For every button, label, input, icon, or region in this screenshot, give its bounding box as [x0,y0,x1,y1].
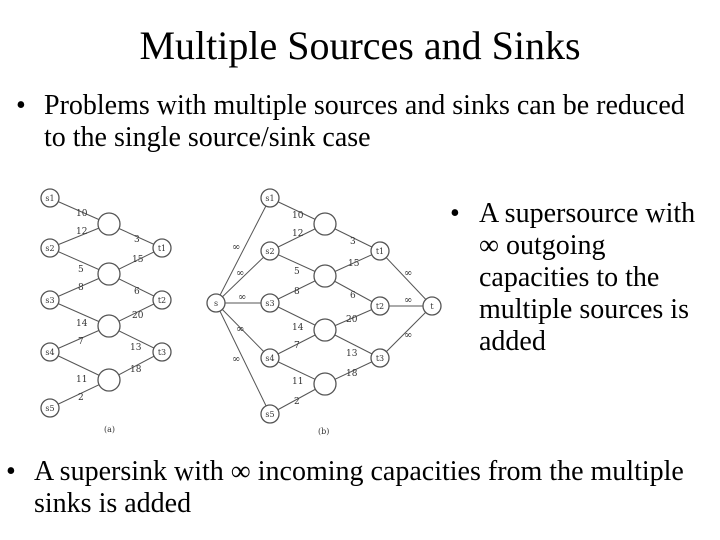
node-label: t3 [157,348,167,357]
capacity-label: 14 [292,323,304,333]
node-label: s [213,299,219,308]
capacity-label: 7 [294,341,300,351]
node-label: s1 [265,194,275,203]
capacity-label: 2 [78,393,84,403]
capacity-label: 15 [348,259,360,269]
node-label: t1 [157,244,167,253]
node-label: s5 [265,410,275,419]
node-label: s4 [265,354,275,363]
capacity-label: 8 [78,283,84,293]
bullet-marker: • [16,90,26,121]
capacity-label: 12 [292,229,304,239]
node-label: s3 [265,299,275,308]
intermediate-node [98,315,120,337]
capacity-label: 7 [78,337,84,347]
capacity-label: 8 [294,287,300,297]
node-label: s3 [45,296,55,305]
intermediate-node [98,213,120,235]
bullet-marker: • [6,456,16,487]
infinity-label: ∞ [404,268,413,279]
bullet-marker: • [450,198,460,229]
infinity-label: ∞ [404,330,413,341]
infinity-label: ∞ [232,242,241,253]
node-label: s5 [45,404,55,413]
bullet-text: A supersink with ∞ incoming capacities from the multiple sinks is added [34,456,684,519]
infinity-label: ∞ [238,292,247,303]
bullet-supersource [450,198,710,358]
bullet-supersink [6,456,706,520]
capacity-label: 11 [292,377,304,387]
infinity-label: ∞ [232,354,241,365]
node-label: s1 [45,194,55,203]
panel-label-b: (b) [318,427,330,436]
intermediate-node [314,319,336,341]
capacity-label: 6 [134,287,140,297]
capacity-label: 20 [346,315,358,325]
capacity-label: 10 [76,209,88,219]
capacity-label: 20 [132,311,144,321]
node-label: t [430,302,434,311]
capacity-label: 14 [76,319,88,329]
capacity-label: 13 [130,343,142,353]
capacity-label: 18 [346,369,358,379]
capacity-label: 5 [78,265,84,275]
bullet-text: Problems with multiple sources and sinks can be reduced to the single source/sink case [44,90,685,153]
bullet-reduction [16,90,706,154]
infinity-label: ∞ [236,324,245,335]
node-label: t1 [375,247,385,256]
intermediate-node [98,369,120,391]
slide-title: Multiple Sources and Sinks [139,23,581,68]
node-label: s2 [45,244,55,253]
capacity-label: 5 [294,267,300,277]
panel-label-a: (a) [104,425,116,434]
node-label: t2 [157,296,167,305]
capacity-label: 10 [292,211,304,221]
bullet-text: A supersource with ∞ outgoing capacities to the multiple sources is added [479,198,696,357]
capacity-label: 15 [132,255,144,265]
intermediate-node [314,265,336,287]
infinity-label: ∞ [404,295,413,306]
capacity-label: 3 [350,237,356,247]
node-label: t3 [375,354,385,363]
intermediate-node [314,213,336,235]
infinity-label: ∞ [236,268,245,279]
capacity-label: 12 [76,227,88,237]
intermediate-node [314,373,336,395]
node-label: t2 [375,302,385,311]
capacity-label: 18 [130,365,142,375]
capacity-label: 11 [76,375,88,385]
capacity-label: 6 [350,291,356,301]
capacity-label: 3 [134,235,140,245]
flow-network-figure [0,176,445,446]
node-label: s4 [45,348,55,357]
capacity-label: 2 [294,397,300,407]
node-label: s2 [265,247,275,256]
capacity-label: 13 [346,349,358,359]
intermediate-node [98,263,120,285]
